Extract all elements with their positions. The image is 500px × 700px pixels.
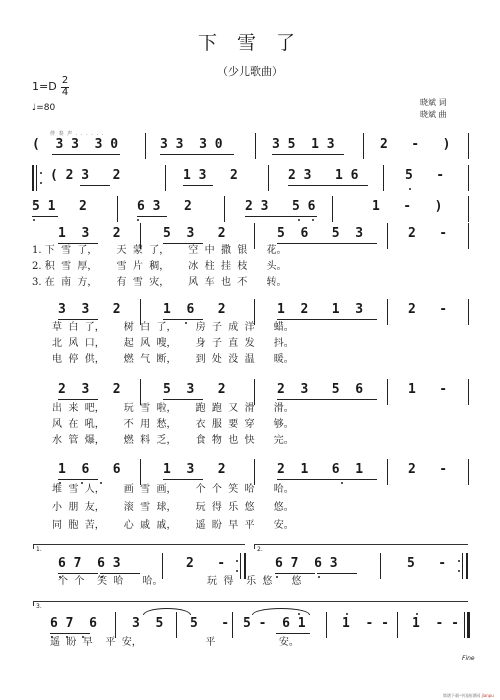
measure: 5 - bbox=[407, 556, 447, 571]
measure: 6 7 6 3 bbox=[58, 556, 121, 571]
lyric-verse-3: 水 管 爆， 燃 料 乏， 食 物 也 快 完。 bbox=[52, 435, 294, 446]
site-footer bbox=[443, 693, 494, 699]
key-signature: 1=D bbox=[32, 80, 57, 93]
measure: 2 - bbox=[408, 302, 448, 317]
time-signature bbox=[61, 76, 69, 98]
measure: 2 - bbox=[408, 462, 448, 477]
tempo-marking: ♩=80 bbox=[32, 103, 56, 113]
song-subtitle: （少儿歌曲） bbox=[217, 65, 283, 78]
measure: 1 - - bbox=[412, 616, 459, 631]
measure: 3 5 1 3 bbox=[272, 137, 335, 152]
lyric-verse-1: 出 来 吧， 玩 雪 啦， 跑 跑 又 滑 滑。 bbox=[52, 403, 294, 414]
measure: 2 3 2 bbox=[58, 382, 121, 397]
time-denominator: 4 bbox=[61, 87, 69, 98]
measure: 1 2 1 3 bbox=[277, 302, 364, 317]
fine-marking: Fine bbox=[462, 655, 475, 662]
lyric-verse-1: 1. 下 雪 了， 天 蒙 了， 空 中 撒 银 花。 bbox=[32, 245, 287, 256]
measure: 5 1 2 bbox=[32, 199, 87, 214]
time-numerator: 2 bbox=[61, 75, 69, 86]
measure: 1 3 2 bbox=[163, 462, 226, 477]
measure: 2 3 5 6 bbox=[277, 382, 364, 397]
measure: 2 1 6 1 bbox=[277, 462, 364, 477]
lyric-verse-1: 堆 雪 人， 画 雪 画， 个 个 笑 哈 哈。 bbox=[52, 484, 294, 495]
measure: ( 3 3 3 0 bbox=[32, 137, 119, 152]
volta-second: 2. bbox=[257, 546, 263, 553]
lyric-verse-2: 北 风 口， 起 风 嗖， 身 子 直 发 抖。 bbox=[52, 338, 294, 349]
measure: 6 7 6 bbox=[50, 616, 97, 631]
lyric-verse-3: 同 胞 苦， 心 戚 戚， 遥 盼 早 平 安。 bbox=[52, 520, 294, 531]
measure: 5 3 2 bbox=[163, 382, 226, 397]
measure: 3 3 3 0 bbox=[160, 137, 223, 152]
measure: 2 3 5 6 bbox=[245, 199, 316, 214]
lyric-verse-1: 草 白 了， 树 白 了， 房 子 成 洋 蜡。 bbox=[52, 322, 294, 333]
measure: 1 - ) bbox=[372, 199, 443, 214]
volta-first: 1. bbox=[36, 546, 42, 553]
measure: 6 7 6 3 bbox=[275, 556, 338, 571]
lyric-verse-3: 3. 在 南 方， 有 雪 灾， 风 车 也 不 转。 bbox=[32, 277, 287, 288]
lyric-line: 个 个 笑 哈 哈。 玩 得 乐 悠 悠 bbox=[58, 576, 302, 587]
lyric-verse-2: 风 在 吼， 不 用 愁， 衣 服 要 穿 够。 bbox=[52, 419, 294, 430]
lyric-verse-3: 电 停 供， 燃 气 断， 到 处 没 温 暖。 bbox=[52, 354, 294, 365]
song-title: 下 雪 了 bbox=[197, 32, 303, 54]
measure: 2 - bbox=[186, 556, 226, 571]
measure: 1 - bbox=[408, 382, 448, 397]
volta-third: 3. bbox=[36, 603, 42, 610]
measure: 5 3 2 bbox=[163, 226, 226, 241]
measure: 1 - - bbox=[342, 616, 389, 631]
measure: ( 2 3 2 bbox=[50, 168, 121, 183]
measure: 5 6 5 3 bbox=[277, 226, 364, 241]
measure: 2 3 1 6 bbox=[288, 168, 359, 183]
credits bbox=[420, 97, 447, 121]
measure: 3 3 2 bbox=[58, 302, 121, 317]
footer-text: 简谱下载·中国曲谱网 bbox=[443, 693, 481, 698]
measure: 6 3 2 bbox=[137, 199, 192, 214]
lyric-line: 遥 盼 早 平 安， 平 安。 bbox=[50, 637, 299, 648]
measure: 1 3 2 bbox=[183, 168, 238, 183]
measure: 3 5 bbox=[132, 616, 164, 631]
footer-site: jianpu bbox=[481, 693, 494, 698]
measure: 1 6 2 bbox=[163, 302, 226, 317]
measure: 2 - ) bbox=[380, 137, 451, 152]
measure: 2 - bbox=[408, 226, 448, 241]
measure: 1 6 6 bbox=[58, 462, 121, 477]
measure: 1 3 2 bbox=[58, 226, 121, 241]
composer-credit: 晓斌 曲 bbox=[420, 110, 447, 119]
intro-hint: 伴 奏 声 . . . . . . bbox=[50, 131, 105, 137]
lyric-verse-2: 2. 积 雪 厚， 雪 片 稠， 冰 柱 挂 枝 头。 bbox=[32, 261, 287, 272]
lyricist-credit: 晓斌 词 bbox=[420, 98, 447, 107]
measure: 5 - 6 1 bbox=[243, 616, 306, 631]
lyric-verse-2: 小 朋 友， 滚 雪 球， 玩 得 乐 悠 悠。 bbox=[52, 502, 294, 513]
measure: 5 - bbox=[190, 616, 230, 631]
measure: 5 - bbox=[405, 168, 445, 183]
